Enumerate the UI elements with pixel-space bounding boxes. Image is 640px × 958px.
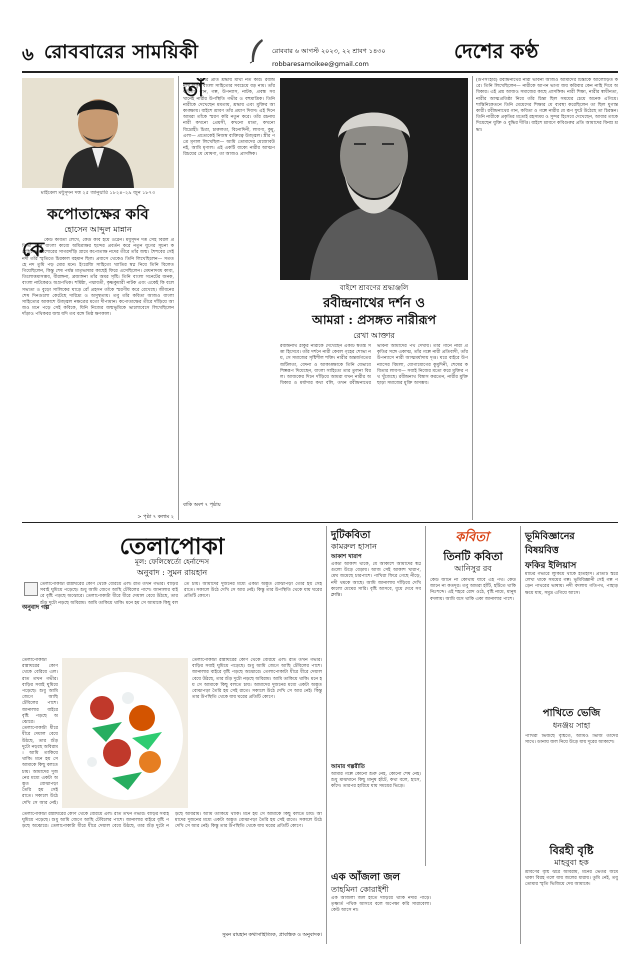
kobita-poet: আনিসুর রব (454, 564, 492, 573)
photo-caption: বাইশে শ্রাবণের শ্রদ্ধাঞ্জলি (339, 284, 409, 292)
masthead-rule (22, 71, 618, 73)
fakir-poet: ফকির ইলিয়াস (525, 561, 577, 571)
section-divider (22, 522, 618, 523)
column-rule (178, 76, 179, 520)
story-tag: অনুবাদ গল্প (22, 604, 50, 611)
fakir-body: মাটির গভীরে লুকিয়ে থাকে ইতিহাস। প্রতিটি স্তরে লেখা থাকে সময়ের গল্প। ভূমিবিজ্ঞানী সেই গল্প পড়েন পাথরের ভাষায়। নদী বদলায় গতিপথ, পাহাড় ক্ষয়ে যায়, সমুদ্র এগিয়ে আসে। (525, 572, 618, 596)
translator-credit: সুমন রায়হান কথাসাহিত্যিক, প্রাবন্ধিক ও অনুবাদক। (222, 932, 322, 938)
article-byline: হোসেন আব্দুল মান্নান (64, 225, 132, 234)
story-subtitle: মূল: ফেলিস্বের্তো হের্নান্দেস (134, 558, 210, 566)
feature-continued-body: (উপসংহার) রবীন্দ্রনাথের নারী ভাবনা আজও আমাদের চিন্তাকে আলোড়িত করে। তিনি লিখেছিলেন— নারীকে আপন ভাগ্য জয় করিবার কেন নাহি দিবে অধিকার। এই প্রশ্ন আজও সমাজের কাছে প্রাসঙ্গিক। নারী শিক্ষা, নারীর স্বাধীনতা, নারীর আত্মপ্রতিষ্ঠা নিয়ে তাঁর চিন্তা ছিল সময়ের চেয়ে অনেক এগিয়ে। শান্তিনিকেতনে তিনি মেয়েদের শিক্ষার যে ব্যবস্থা করেছিলেন তা ছিল যুগান্তকারী। রবীন্দ্রনাথের গান, কবিতা ও গল্পে নারীর যে রূপ ফুটে উঠেছে তা চিরন্তন। তিনি নারীকে প্রকৃতির মতোই রহস্যময় ও সুন্দর হিসেবে দেখেছেন, আবার তাকে দিয়েছেন যুক্তি ও বুদ্ধির দীপ্তি। বাইশে শ্রাবণে কবিগুরুর প্রতি আমাদের বিনম্র শ্রদ্ধা। (476, 78, 618, 133)
page-number: ৬ (22, 44, 34, 65)
poem2-body: আমার গল্পে কোনো শুরু নেই, কোনো শেষ নেই। শুধু মাঝখানে কিছু মানুষ হাঁটে, কথা বলে, হাসে, কাঁদে। তারপর হারিয়ে যায় সময়ের ভিড়ে। (331, 772, 421, 790)
dateline: রোববার ৬ আগস্ট ২০২৩, ২২ শ্রাবণ ১৪৩০ (272, 47, 386, 55)
ajla-poet: তাহমিনা কোরাইশী (331, 885, 389, 894)
salad-image-icon (62, 658, 188, 808)
feature-headline-line1: রবীন্দ্রনাথের দর্শন ও (323, 296, 425, 311)
portrait-icon (22, 78, 174, 188)
story-headline: তেলাপোকা (119, 533, 225, 560)
feature-headline-line2: আমরা : প্রসঙ্গত নারীরূপ (311, 312, 437, 327)
kobita-logo: কবিতা (455, 530, 489, 545)
fakir-headline-line2: বিষয়বিত্ত (525, 545, 559, 556)
masthead (22, 36, 618, 70)
poem1-title: আকাশ খারাপ (331, 554, 362, 560)
section-title: রোববারের সাময়িকী (44, 41, 199, 63)
story-body-bottom: তেলাপোকাটা রান্নাঘরের কোণ থেকে বেরিয়ে এল। রাত তখন গভীর। বাড়ির সবাই ঘুমিয়ে পড়েছে। শুধু আমি জেগে আছি টেবিলের পাশে। জানালার বাইরে বৃষ্টি পড়ছে অঝোরে। তেলাপোকাটা ধীরে ধীরে দেয়াল বেয়ে উঠছে, তার শুঁড় দুটো নড়ছে অবিরাম। আমি তাকিয়ে থাকি। মনে হয় সে আমাকে কিছু বলতে চায়। আমাদের দুজনের মধ্যে একটা অদ্ভুত বোঝাপড়া তৈরি হয় সেই রাতে। সকালে উঠে দেখি সে আর নেই। কিন্তু তার উপস্থিতি থেকে যায় ঘরের প্রতিটি কোণে। (22, 812, 322, 830)
column-rule (472, 76, 473, 520)
portrait-illustration (22, 78, 174, 188)
pen-icon (24, 582, 38, 596)
article-headline: কপোতাক্ষের কবি (47, 205, 149, 223)
column-rule (520, 526, 521, 944)
fakir-headline-line1: ভূমিবিজ্ঞানের (525, 531, 575, 542)
kobita-body: কেউ জানে না কোথায় যাবে এই পথ। কেউ জানে না কতদূর। তবু আমরা হাঁটি, হাঁটতে থাকি নিঃশব্দে। এই শহরে রোদ ওঠে, বৃষ্টি নামে, মানুষ বদলায়। আমি বসে থাকি একা জানালার পাশে। (430, 578, 516, 602)
brand-logo: দেশের কণ্ঠ (454, 39, 539, 63)
portrait-caption: মাইকেল মধুসূদন দত্ত ২৫ জানুয়ারি ১৮২৪–২৯ জুন ১৮৭৩ (40, 190, 156, 196)
story-byline: অনুবাদ : সুমন রায়হান (136, 568, 208, 577)
pakhi-body: পাখিরা ভিজছে বৃষ্টিতে, আমিও ভিজি তাদের সাথে। ডানায় জল নিয়ে উড়ে যায় দূরের আকাশে। (525, 734, 618, 746)
feature-body: রবীন্দ্রনাথ ঠাকুর নারীকে দেখেছেন একটি স্বতন্ত্র সত্তা হিসেবে। তাঁর দর্শনে নারী কেবল গৃহের শোভা নয়, সে সমাজের সৃষ্টিশীল শক্তি। নারীর অন্তর্জগতের জটিলতা, বেদনা ও আকাঙ্ক্ষাকে তিনি যেভাবে শিল্পরূপ দিয়েছেন, বাংলা সাহিত্যে তার তুলনা বিরল। আজকের দিনে দাঁড়িয়ে আমরা যখন নারীর অধিকার ও মর্যাদার কথা বলি, তখন রবীন্দ্রনাথের ভাবনা আমাদের পথ দেখায়। তাঁর গানে নারী প্রকৃতির সঙ্গে একাত্ম, তাঁর গল্পে নারী প্রতিবাদী, তাঁর উপন্যাসে নারী আত্মমর্যাদায় দৃপ্ত। ঘরে বাইরে উপন্যাসের বিমলা, যোগাযোগের কুমুদিনী, শেষের কবিতার লাবণ্য— সবাই নিজের মতো করে মুক্তির পথ খুঁজেছে। রবীন্দ্রনাথ বিশ্বাস করতেন, নারীর মুক্তি ছাড়া সমাজের মুক্তি অসম্ভব। (280, 344, 468, 387)
continuation-note[interactable]: > পৃষ্ঠা ৭ কলাম ২ (137, 514, 174, 520)
column-rule (326, 526, 327, 944)
drop-cap: তাঁ (183, 78, 204, 101)
feature-byline: রেখা আক্তার (353, 331, 395, 340)
story-body-top: তেলাপোকাটা রান্নাঘরের কোণ থেকে বেরিয়ে এল। রাত তখন গভীর। বাড়ির সবাই ঘুমিয়ে পড়েছে। শুধু আমি জেগে আছি টেবিলের পাশে। জানালার বাইরে বৃষ্টি পড়ছে অঝোরে। তেলাপোকাটা ধীরে ধীরে দেয়াল বেয়ে উঠছে, তার শুঁড় দুটো নড়ছে অবিরাম। আমি তাকিয়ে থাকি। মনে হয় সে আমাকে কিছু বলতে চায়। আমাদের দুজনের মধ্যে একটা অদ্ভুত বোঝাপড়া তৈরি হয় সেই রাতে। সকালে উঠে দেখি সে আর নেই। কিন্তু তার উপস্থিতি থেকে যায় ঘরের প্রতিটি কোণে। (40, 582, 322, 606)
ajla-headline: এক আঁজলা জল (331, 872, 400, 883)
tagore-photo (280, 78, 468, 280)
column-rule (425, 526, 426, 866)
story-body-left: তেলাপোকাটা রান্নাঘরের কোণ থেকে বেরিয়ে এল। রাত তখন গভীর। বাড়ির সবাই ঘুমিয়ে পড়েছে। শুধু আমি জেগে আছি টেবিলের পাশে। জানালার বাইরে বৃষ্টি পড়ছে অঝোরে। তেলাপোকাটা ধীরে ধীরে দেয়াল বেয়ে উঠছে, তার শুঁড় দুটো নড়ছে অবিরাম। আমি তাকিয়ে থাকি। মনে হয় সে আমাকে কিছু বলতে চায়। আমাদের দুজনের মধ্যে একটা অদ্ভুত বোঝাপড়া তৈরি হয় সেই রাতে। সকালে উঠে দেখি সে আর নেই। (22, 658, 58, 806)
ajla-body: এক আঁজলা জল হাতে দাঁড়িয়ে থাকি নদীর পাড়ে। তৃষ্ণার্ত পথিক আসবে বলে অপেক্ষা করি সারাবেলা। কেউ আসে না। (331, 896, 431, 914)
continuation-note[interactable]: বাকি অংশ ৭ পৃষ্ঠায় (183, 502, 221, 508)
story-illustration (62, 658, 188, 808)
quill-icon (248, 38, 266, 64)
pakhi-headline: পাখিতে ভেজি (542, 708, 601, 719)
drop-cap: কে (22, 238, 45, 261)
pakhi-poet: ধনঞ্জয় সাহা (552, 721, 591, 730)
story-body-right: তেলাপোকাটা রান্নাঘরের কোণ থেকে বেরিয়ে এল। রাত তখন গভীর। বাড়ির সবাই ঘুমিয়ে পড়েছে। শুধু আমি জেগে আছি টেবিলের পাশে। জানালার বাইরে বৃষ্টি পড়ছে অঝোরে। তেলাপোকাটা ধীরে ধীরে দেয়াল বেয়ে উঠছে, তার শুঁড় দুটো নড়ছে অবিরাম। আমি তাকিয়ে থাকি। মনে হয় সে আমাকে কিছু বলতে চায়। আমাদের দুজনের মধ্যে একটা অদ্ভুত বোঝাপড়া তৈরি হয় সেই রাতে। সকালে উঠে দেখি সে আর নেই। কিন্তু তার উপস্থিতি থেকে যায় ঘরের প্রতিটি কোণে। (192, 658, 322, 701)
tagore-essay-body: তাঁ তাঁর প্রতি শ্রদ্ধায় মাথা নত করি। রবীন্দ্রনাথ ঠাকুর বাংলা সাহিত্যের সবচেয়ে বড় নাম। তাঁর কবিতা, গান, গল্প, উপন্যাস, নাটক, প্রবন্ধ সবখানেই নারীর উপস্থিতি গভীর ও বহুমাত্রিক। তিনি নারীকে দেখেছেন মমতায়, শ্রদ্ধায় এবং মুক্তির আকাঙ্ক্ষায়। বাইশে শ্রাবণ তাঁর প্রয়াণ দিবস। এই দিনে আমরা তাঁকে স্মরণ করি নতুন করে। তাঁর রচনায় নারী কখনো প্রেয়সী, কখনো মাতা, কখনো বিদ্রোহী। চিত্রা, চারুলতা, বিনোদিনী, লাবণ্য, কুমু, এলা— প্রত্যেকেই নিজস্ব ব্যক্তিত্বে উজ্জ্বল। স্ত্রীর পত্রে মৃণাল লিখেছিল— আমি তোমাদের মেজোবউ নই, আমি মৃণাল। এই একটি বাক্যে নারীর আত্মপরিচয়ের যে ঘোষণা, তা আজও প্রাসঙ্গিক। (183, 78, 275, 498)
poems-poet: কামরুল হাসান (331, 542, 377, 551)
poem1-body: একটা আকাশ থাকে, যে আকাশে আমাদের স্বপ্নগুলো উড়ে বেড়ায়। আজ সেই আকাশ খারাপ, মেঘ জমেছে চারপাশে। পাখিরা ফিরে গেছে নীড়ে, নদী থমকে আছে। আমি জানালায় দাঁড়িয়ে দেখি কালো মেঘের সারি। বৃষ্টি আসবে, ধুয়ে দেবে সব ক্লান্তি। (331, 562, 421, 599)
kobita-headline: তিনটি কবিতা (443, 550, 503, 563)
biroho-headline: বিরহী বৃষ্টি (549, 844, 594, 857)
poems-section-title: দুটিকবিতা (331, 530, 371, 541)
poem2-title: আমার গল্পরীতি (331, 764, 365, 770)
biroho-body: শ্রাবণের বৃষ্টি ঝরে অবিরাম, মনের ভেতর জমে থাকা বিরহ গলে যায় জলের ধারায়। তুমি নেই, তবু তোমার স্মৃতি ভিজিয়ে দেয় আমাকে। (525, 870, 618, 888)
contact-email[interactable]: robbaresamoikee@gmail.com (272, 60, 369, 68)
tagore-portrait-icon (280, 78, 468, 280)
biroho-poet: মাহবুবা হক (554, 858, 589, 867)
article-body: কে কেউ কবিতা লেখে, কেউ কবি হয়ে ওঠেন। মধুসূদন দত্ত সেই বিরল প্রতিভা যিনি বাংলা কাব্যে অমিত্রাক্ষর ছন্দের প্রবর্তন করে নতুন যুগের সূচনা করেছিলেন। যশোরের সাগরদাঁড়ি গ্রামে কপোতাক্ষ নদের তীরে তাঁর জন্ম। শৈশবের সেই নদী তাঁর স্মৃতিতে চিরকাল বহমান ছিল। প্রবাসে থেকেও তিনি লিখেছিলেন— সতত হে নদ তুমি পড় মোর মনে। ইংরেজি সাহিত্যে খ্যাতির স্বপ্ন নিয়ে তিনি বিলেত গিয়েছিলেন, কিন্তু শেষ পর্যন্ত মাতৃভাষার কাছেই ফিরে এসেছিলেন। মেঘনাদবধ কাব্য, তিলোত্তমাসম্ভব, বীরাঙ্গনা, ব্রজাঙ্গনা তাঁর অমর সৃষ্টি। তিনি বাংলা সনেটের জনক, বাংলা নাটকেরও অগ্রপথিক। শর্মিষ্ঠা, পদ্মাবতী, কৃষ্ণকুমারী নাটক এবং একেই কি বলে সভ্যতা ও বুড়ো সালিকের ঘাড়ে রোঁ প্রহসন তাঁকে স্মরণীয় করে রেখেছে। জীবনের শেষ দিনগুলো কেটেছে দারিদ্র্য ও অসুস্থতায়। তবু তাঁর কবিতা আজও বাংলা সাহিত্যের আকাশে উজ্জ্বল নক্ষত্রের মতো দীপ্যমান। কপোতাক্ষের তীরে দাঁড়িয়ে আজও মনে পড়ে সেই কবিকে, যিনি নিজের জন্মভূমিকে ভালোবেসে লিখেছিলেন দাঁড়াও পথিকবর জন্ম যদি তব বঙ্গে তিষ্ঠ ক্ষণকাল। (22, 238, 174, 514)
